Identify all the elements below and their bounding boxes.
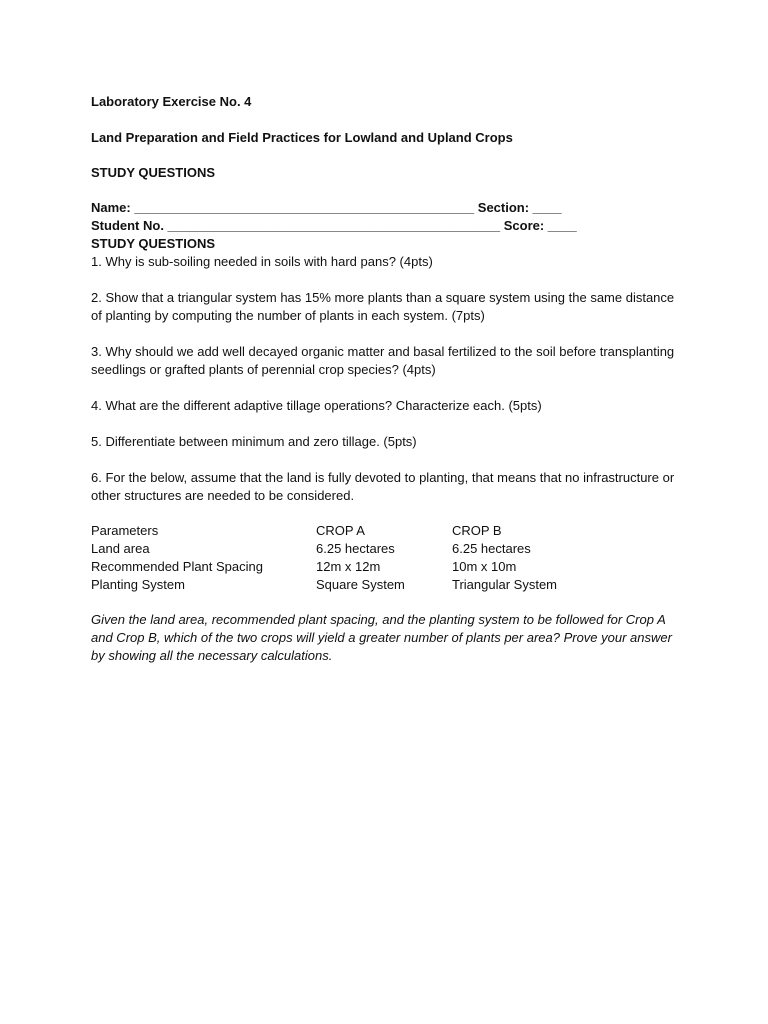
table-row: [91, 558, 652, 576]
table-cell: 6.25 hectares: [452, 541, 531, 556]
table-header-cell: CROP A: [316, 523, 365, 538]
table-cell: Planting System: [91, 577, 185, 592]
question-list: [91, 253, 691, 505]
question-3: 3. Why should we add well decayed organic matter and basal fertilized to the soil before transplanting seedlings or grafted plants of perennial crop species? (4pts): [91, 344, 675, 377]
student-score-line: Student No. ______________________________________________ Score: ____: [91, 218, 577, 233]
table-cell: Square System: [316, 577, 405, 592]
question-2: 2. Show that a triangular system has 15% more plants than a square system using the same distance of planting by computing the number of plants in each system. (7pts): [91, 290, 675, 323]
name-section-line: Name: _______________________________________________ Section: ____: [91, 200, 562, 215]
table-cell: 10m x 10m: [452, 559, 517, 574]
table-cell: Recommended Plant Spacing: [91, 559, 263, 574]
table-row: [91, 540, 652, 558]
crop-parameters-table: [91, 522, 652, 594]
question-4: 4. What are the different adaptive tillage operations? Characterize each. (5pts): [91, 398, 542, 413]
study-questions-heading-repeat: STUDY QUESTIONS: [91, 236, 216, 251]
table-header-cell: CROP B: [452, 523, 502, 538]
table-cell: 12m x 12m: [316, 559, 381, 574]
document-title: Land Preparation and Field Practices for Lowland and Upland Crops: [91, 130, 513, 145]
question-1: 1. Why is sub-soiling needed in soils with hard pans? (4pts): [91, 254, 433, 269]
lab-exercise-title: Laboratory Exercise No. 4: [91, 94, 252, 109]
table-cell: Triangular System: [452, 577, 557, 592]
given-problem-paragraph: Given the land area, recommended plant spacing, and the planting system to be followed for Crop A and Crop B, which of the two crops will yield a greater number of plants per area? Prove your answer by showing all the necessary calculations.: [91, 612, 672, 663]
document-content: [91, 93, 691, 665]
question-5: 5. Differentiate between minimum and zero tillage. (5pts): [91, 434, 417, 449]
table-cell: 6.25 hectares: [316, 541, 395, 556]
study-questions-heading: STUDY QUESTIONS: [91, 165, 216, 180]
table-header-cell: Parameters: [91, 523, 159, 538]
question-6: 6. For the below, assume that the land is fully devoted to planting, that means that no infrastructure or other structures are needed to be considered.: [91, 470, 675, 503]
table-cell: Land area: [91, 541, 150, 556]
table-row: [91, 576, 652, 594]
table-header-row: [91, 522, 652, 540]
